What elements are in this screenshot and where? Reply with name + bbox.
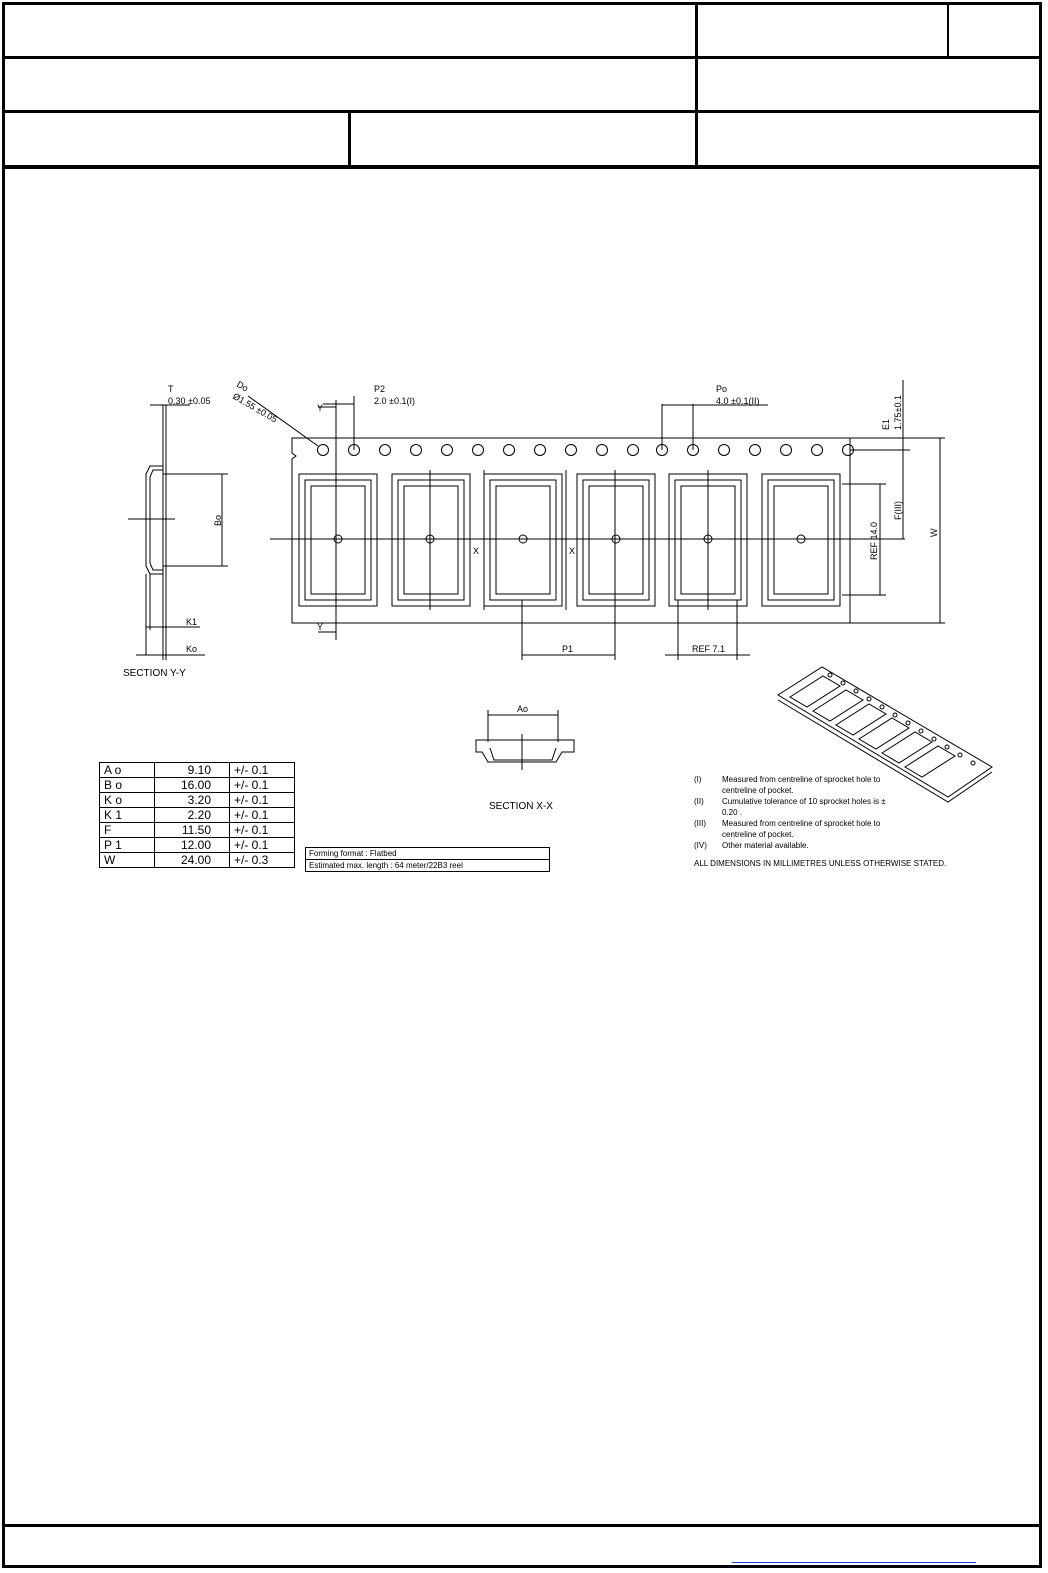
notes-block (694, 774, 1024, 869)
param-cell: P 1 (100, 838, 155, 853)
tolerance-cell: +/- 0.3 (230, 853, 295, 868)
note-number: (IV) (694, 841, 707, 850)
note-text: Cumulative tolerance of 10 sprocket holes is ± 0.20 . (722, 797, 886, 817)
tolerance-cell: +/- 0.1 (230, 793, 295, 808)
table-row (100, 808, 295, 823)
label-W: W (929, 528, 939, 537)
note-number: (II) (694, 797, 704, 806)
tolerance-cell: +/- 0.1 (230, 763, 295, 778)
value-cell: 24.00 (155, 853, 230, 868)
label-P2-value: 2.0 ±0.1(I) (374, 396, 415, 406)
label-Do-value: Ø1.55 ±0.05 (231, 391, 279, 425)
label-T: T (168, 384, 174, 394)
section-yy-label: SECTION Y-Y (123, 668, 186, 679)
label-E1-value: 1.75±0.1 (893, 395, 903, 430)
sprocket-holes (318, 445, 854, 456)
footer-divider (2, 1524, 1042, 1527)
label-P2: P2 (374, 384, 386, 394)
param-cell: F (100, 823, 155, 838)
note-number: (III) (694, 819, 706, 828)
table-row (100, 793, 295, 808)
value-cell: 2.20 (155, 808, 230, 823)
estimated-length-text: Estimated max. length : 64 meter/22B3 reel (309, 861, 463, 870)
table-row (100, 853, 295, 868)
label-X-left: X (473, 546, 480, 556)
forming-info-box (305, 847, 550, 872)
label-K1: K1 (186, 617, 198, 627)
dimensions-note: ALL DIMENSIONS IN MILLIMETRES UNLESS OTHERWISE STATED. (694, 859, 947, 868)
tolerance-cell: +/- 0.1 (230, 838, 295, 853)
tolerance-cell: +/- 0.1 (230, 823, 295, 838)
note-text: Measured from centreline of sprocket hole to centreline of pocket. (722, 775, 881, 795)
label-P1: P1 (562, 644, 574, 654)
note-item (694, 796, 1024, 818)
label-REF-14: REF 14.0 (869, 521, 879, 560)
tolerance-cell: +/- 0.1 (230, 778, 295, 793)
note-item (694, 774, 1024, 796)
param-cell: W (100, 853, 155, 868)
label-Do: Do (235, 379, 250, 394)
section-yy-view (128, 405, 228, 660)
param-cell: A o (100, 763, 155, 778)
pocket-6 (762, 474, 840, 606)
label-T-value: 0.30 ±0.05 (168, 396, 211, 406)
pocket-2 (392, 474, 470, 606)
label-Ko: Ko (186, 644, 198, 654)
value-cell: 9.10 (155, 763, 230, 778)
section-xx-label: SECTION X-X (489, 801, 553, 812)
value-cell: 16.00 (155, 778, 230, 793)
param-cell: K 1 (100, 808, 155, 823)
table-row (100, 823, 295, 838)
note-text: Other material available. (722, 841, 809, 850)
note-item (694, 840, 1024, 851)
note-item (694, 818, 1024, 840)
value-cell: 11.50 (155, 823, 230, 838)
dimension-table (99, 762, 295, 868)
pocket-3 (484, 474, 562, 606)
label-Ao: Ao (517, 704, 529, 714)
label-REF-7-1: REF 7.1 (692, 644, 726, 654)
forming-format-text: Forming format : Flatbed (306, 848, 549, 860)
tolerance-cell: +/- 0.1 (230, 808, 295, 823)
section-xx-view (476, 710, 574, 770)
label-X-right: X (569, 546, 576, 556)
label-Y-top: Y (317, 403, 324, 413)
label-Y-bottom: Y (317, 622, 324, 632)
label-E1: E1 (881, 418, 891, 430)
note-text: Measured from centreline of sprocket hole to centreline of pocket. (722, 819, 881, 839)
pocket-1 (299, 474, 377, 606)
value-cell: 3.20 (155, 793, 230, 808)
footer-link[interactable] (732, 1548, 976, 1563)
param-cell: K o (100, 793, 155, 808)
label-F: F(III) (893, 501, 903, 520)
value-cell: 12.00 (155, 838, 230, 853)
table-row (100, 763, 295, 778)
label-Bo: Bo (213, 514, 223, 526)
param-cell: B o (100, 778, 155, 793)
label-Po-value: 4.0 ±0.1(II) (716, 396, 760, 406)
note-number: (I) (694, 775, 702, 784)
label-Po: Po (716, 384, 728, 394)
table-row (100, 838, 295, 853)
table-row (100, 778, 295, 793)
pocket-4 (577, 474, 655, 606)
